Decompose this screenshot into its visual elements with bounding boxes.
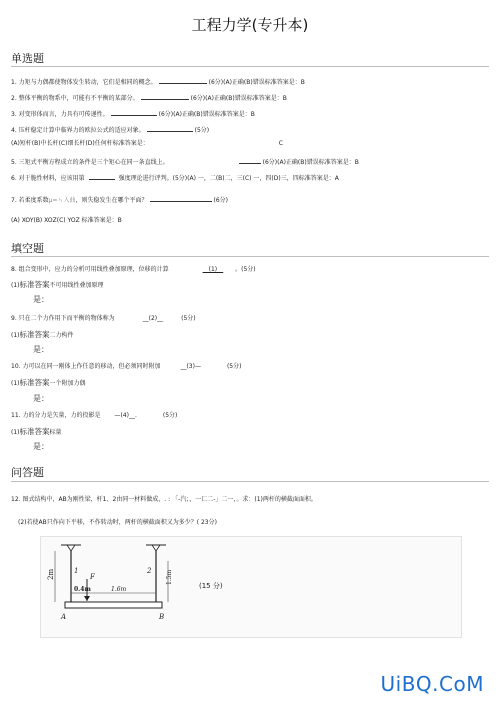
structure-figure bbox=[40, 536, 462, 638]
label-point-b: B bbox=[159, 613, 165, 621]
question-4-options: (A)短杆(B)中长杆(C)细长杆(D)任何杆标准答案是： C bbox=[11, 140, 283, 147]
question-4: 4. 压杆稳定计算中临界力的欧拉公式的适应对象。 (5分) bbox=[11, 127, 210, 134]
question-5: 5. 三矩式平衡方程成立的条件是三个矩心在同一条直线上。 (6分)(A)正确(B)错误标准答案是：B bbox=[11, 159, 359, 166]
answer-10: (1)标准答案一个附加力偶 bbox=[11, 378, 86, 387]
label-point-a: A bbox=[61, 613, 67, 621]
question-6: 6. 对于脆性材料，应该用第 强度理论进行评判。(5分)(A) 一，二(B)二，三(C) 一，四(D)三，四标准答案是：A bbox=[11, 175, 339, 182]
question-12-part-2: (2)若使AB只作向下平移，不作转动时，两杆的横截面积又为多少？( 23分) bbox=[18, 519, 217, 526]
question-2: 2. 整体平衡的物系中，可能有不平衡的某部分。 (6分)(A)正确(B)错误标准答案是：B bbox=[11, 95, 287, 102]
section-heading-fill-blank: 填空题 bbox=[11, 242, 44, 255]
answer-11-is: 是： bbox=[33, 442, 49, 451]
label-rod-2: 2 bbox=[147, 567, 152, 575]
answer-9: (1)标准答案二力构件 bbox=[11, 330, 74, 339]
section-heading-qa: 问答题 bbox=[11, 466, 44, 479]
question-1: 1. 力矩与力偶都使物体发生转动，它们是相同的概念。 (6分)(A)正确(B)错误标准答案是：B bbox=[11, 79, 305, 86]
question-11: 11. 力的分力是矢量，力的投影是 —(4)__. (5分) bbox=[11, 412, 178, 419]
question-7-options: (A) XOY(B) XOZ(C) YOZ 标准答案是：B bbox=[11, 217, 122, 224]
figure-score: (15 分) bbox=[199, 582, 223, 590]
watermark-logo: UiBQ.CoM bbox=[380, 672, 484, 696]
question-7: 7. 若柔度系数μ=ㄣ入曲，则失稳发生在哪个平面？ (6分) bbox=[11, 197, 229, 204]
label-0-4m: 0.4m bbox=[74, 586, 91, 593]
label-1-5m: 1.5m bbox=[166, 569, 173, 585]
question-3: 3. 对变形体而言，力具有可传递性。 (6分)(A)正确(B)错误标准答案是：B bbox=[11, 111, 255, 118]
label-force: F bbox=[90, 573, 95, 581]
label-2m: 2m bbox=[47, 568, 55, 580]
section-divider bbox=[11, 256, 489, 257]
question-9: 9. 只在二个力作用下而平衡的物体称为 __(2)__ (5分) bbox=[11, 315, 196, 322]
document-title: 工程力学(专升本) bbox=[191, 16, 309, 34]
question-10: 10. 力可以在同一刚体上作任意的移动，但必须同时附加 __(3)— (5分) bbox=[11, 363, 242, 370]
label-rod-1: 1 bbox=[74, 567, 79, 575]
answer-8: (1)标准答案不可用线性叠加原理 bbox=[11, 280, 104, 289]
answer-10-is: 是： bbox=[33, 394, 49, 403]
question-8: 8. 组合变形中，应力的分析可用线性叠加原理，位移的计算 __(1)__ 。(5分) bbox=[11, 266, 256, 273]
section-heading-single-choice: 单选题 bbox=[11, 52, 44, 65]
section-divider bbox=[11, 66, 489, 67]
answer-9-is: 是： bbox=[33, 345, 49, 354]
beam-diagram bbox=[41, 537, 171, 637]
label-1-6m: 1.6m bbox=[111, 586, 127, 593]
answer-8-is: 是： bbox=[33, 295, 49, 304]
section-divider bbox=[11, 481, 489, 482]
question-12: 12. 图式结构中，AB为刚性梁，杆1、2由同一材料做成，. : 「-汽；，一匚二-」二一，。求：(1)两杆的横截面面积。 bbox=[11, 496, 317, 503]
answer-11: (1)标准答案标量 bbox=[11, 427, 62, 436]
